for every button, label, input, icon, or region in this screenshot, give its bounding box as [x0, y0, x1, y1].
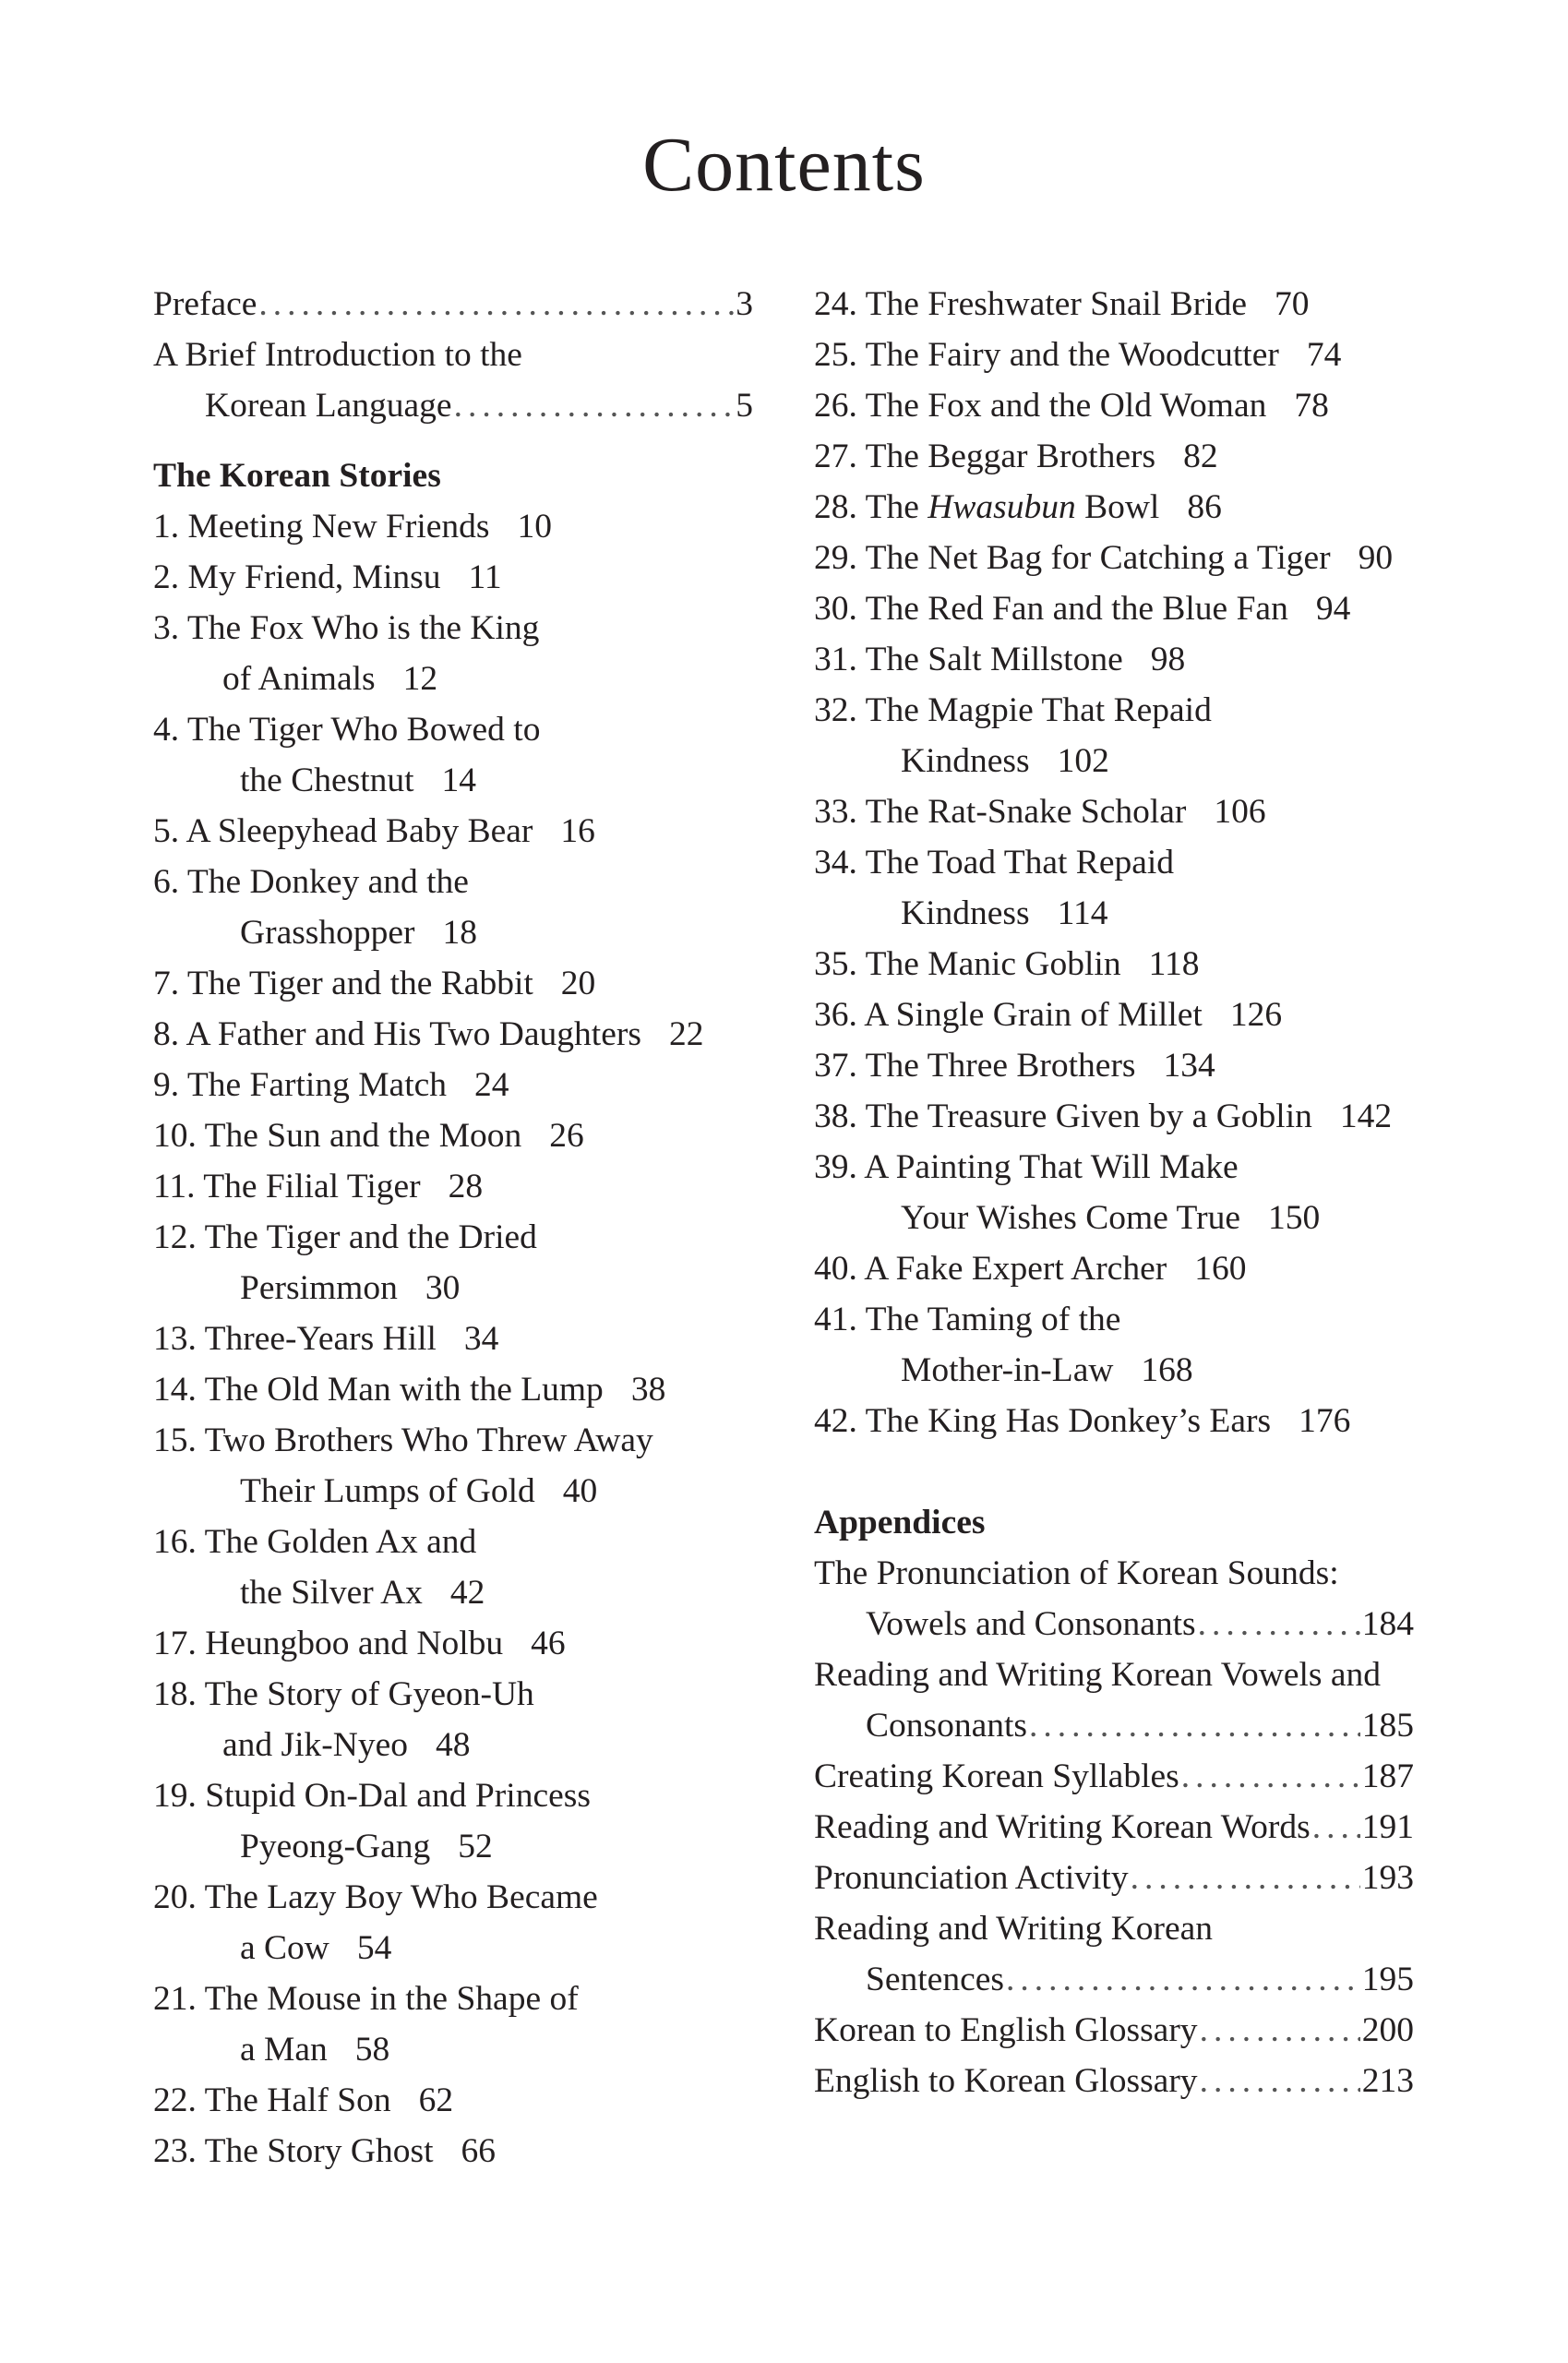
toc-entry-story-28[interactable]: 28. The Hwasubun Bowl 86: [814, 488, 1222, 526]
entry-page: 5: [736, 387, 753, 425]
leader-dots: [1312, 1802, 1360, 1853]
leader-dots: [1198, 1599, 1360, 1649]
entry-page: 3: [736, 285, 753, 323]
toc-entry-story-20[interactable]: 20. The Lazy Boy Who Became a Cow 54: [153, 1878, 598, 1967]
toc-entry-story-35[interactable]: 35. The Manic Goblin 118: [814, 945, 1200, 983]
toc-entry-story-25[interactable]: 25. The Fairy and the Woodcutter 74: [814, 336, 1342, 374]
leader-dots: [1200, 2005, 1360, 2056]
toc-entry-story-10[interactable]: 10. The Sun and the Moon 26: [153, 1117, 584, 1155]
toc-entry-story-3[interactable]: 3. The Fox Who is the King of Animals 12: [153, 609, 540, 698]
section-heading-stories: The Korean Stories: [153, 457, 441, 495]
toc-entry-story-8[interactable]: 8. A Father and His Two Daughters 22: [153, 1015, 704, 1053]
leader-dots: [1131, 1853, 1360, 1903]
toc-entry-story-42[interactable]: 42. The King Has Donkey’s Ears 176: [814, 1402, 1351, 1440]
toc-entry-story-16[interactable]: 16. The Golden Ax and the Silver Ax 42: [153, 1523, 485, 1612]
toc-entry-story-33[interactable]: 33. The Rat-Snake Scholar 106: [814, 793, 1266, 831]
toc-entry-story-34[interactable]: 34. The Toad That Repaid Kindness 114: [814, 844, 1175, 932]
page-title: Contents: [642, 122, 926, 208]
toc-entry-story-15[interactable]: 15. Two Brothers Who Threw Away Their Lumps of Gold 40: [153, 1421, 653, 1510]
toc-entry-story-24[interactable]: 24. The Freshwater Snail Bride 70: [814, 285, 1310, 323]
entry-title-line2: Korean Language: [205, 387, 452, 425]
entry-title-line1: A Brief Introduction to the: [153, 336, 522, 374]
toc-entry-appendix-1[interactable]: The Pronunciation of Korean Sounds: Vowels and Consonants ..... 184: [814, 1548, 1414, 1649]
toc-entry-story-12[interactable]: 12. The Tiger and the Dried Persimmon 30: [153, 1218, 537, 1307]
toc-entry-preface[interactable]: [153, 279, 753, 330]
leader-dots: [1181, 1751, 1360, 1802]
toc-entry-appendix-6[interactable]: Reading and Writing Korean Sentences ..... 195: [814, 1903, 1414, 2005]
toc-entry-appendix-7[interactable]: Korean to English Glossary ..... 200: [814, 2005, 1414, 2056]
toc-entry-story-13[interactable]: 13. Three-Years Hill 34: [153, 1320, 499, 1358]
toc-entry-story-32[interactable]: 32. The Magpie That Repaid Kindness 102: [814, 691, 1212, 780]
toc-entry-story-2[interactable]: 2. My Friend, Minsu 11: [153, 558, 502, 596]
toc-entry-story-7[interactable]: 7. The Tiger and the Rabbit 20: [153, 965, 596, 1002]
toc-entry-appendix-2[interactable]: Reading and Writing Korean Vowels and Consonants ..... 185: [814, 1649, 1414, 1751]
toc-entry-story-40[interactable]: 40. A Fake Expert Archer 160: [814, 1250, 1247, 1288]
leader-dots: [1029, 1700, 1360, 1751]
toc-entry-story-27[interactable]: 27. The Beggar Brothers 82: [814, 438, 1218, 475]
toc-entry-story-38[interactable]: 38. The Treasure Given by a Goblin 142: [814, 1098, 1393, 1135]
toc-entry-appendix-4[interactable]: Reading and Writing Korean Words ..... 191: [814, 1802, 1414, 1853]
leader-dots: [258, 279, 734, 330]
toc-entry-story-5[interactable]: 5. A Sleepyhead Baby Bear 16: [153, 812, 595, 850]
toc-entry-story-4[interactable]: 4. The Tiger Who Bowed to the Chestnut 14: [153, 711, 541, 799]
toc-entry-story-14[interactable]: 14. The Old Man with the Lump 38: [153, 1371, 666, 1409]
toc-entry-story-19[interactable]: 19. Stupid On-Dal and Princess Pyeong-Gang 52: [153, 1777, 591, 1865]
contents-column-right: [814, 279, 1414, 2106]
toc-entry-story-17[interactable]: 17. Heungboo and Nolbu 46: [153, 1625, 566, 1662]
toc-entry-appendix-8[interactable]: English to Korean Glossary ..... 213: [814, 2056, 1414, 2106]
toc-entry-story-9[interactable]: 9. The Farting Match 24: [153, 1066, 509, 1104]
section-heading-appendices: Appendices: [814, 1504, 986, 1541]
toc-entry-story-31[interactable]: 31. The Salt Millstone 98: [814, 641, 1186, 678]
toc-entry-introduction[interactable]: [153, 330, 753, 431]
toc-entry-story-18[interactable]: 18. The Story of Gyeon-Uh and Jik-Nyeo 48: [153, 1675, 534, 1764]
toc-entry-story-6[interactable]: 6. The Donkey and the Grasshopper 18: [153, 863, 478, 952]
contents-column-left: [153, 279, 753, 2177]
toc-entry-appendix-3[interactable]: Creating Korean Syllables ..... 187: [814, 1751, 1414, 1802]
toc-entry-story-30[interactable]: 30. The Red Fan and the Blue Fan 94: [814, 590, 1351, 628]
toc-entry-story-39[interactable]: 39. A Painting That Will Make Your Wishes Come True 150: [814, 1148, 1321, 1237]
toc-entry-story-11[interactable]: 11. The Filial Tiger 28: [153, 1168, 484, 1205]
leader-dots: [454, 380, 735, 431]
toc-entry-story-29[interactable]: 29. The Net Bag for Catching a Tiger 90: [814, 539, 1394, 577]
toc-entry-story-26[interactable]: 26. The Fox and the Old Woman 78: [814, 387, 1329, 425]
toc-entry-story-23[interactable]: 23. The Story Ghost 66: [153, 2132, 496, 2170]
leader-dots: [1006, 1954, 1360, 2005]
toc-entry-appendix-5[interactable]: Pronunciation Activity ..... 193: [814, 1853, 1414, 1903]
toc-entry-story-22[interactable]: 22. The Half Son 62: [153, 2081, 454, 2119]
toc-entry-story-1[interactable]: 1. Meeting New Friends 10: [153, 508, 553, 546]
toc-entry-story-41[interactable]: 41. The Taming of the Mother-in-Law 168: [814, 1301, 1193, 1389]
toc-entry-story-37[interactable]: 37. The Three Brothers 134: [814, 1047, 1215, 1085]
toc-entry-story-36[interactable]: 36. A Single Grain of Millet 126: [814, 996, 1283, 1034]
toc-entry-story-21[interactable]: 21. The Mouse in the Shape of a Man 58: [153, 1980, 579, 2069]
entry-title: Preface: [153, 285, 257, 323]
leader-dots: [1200, 2056, 1360, 2106]
